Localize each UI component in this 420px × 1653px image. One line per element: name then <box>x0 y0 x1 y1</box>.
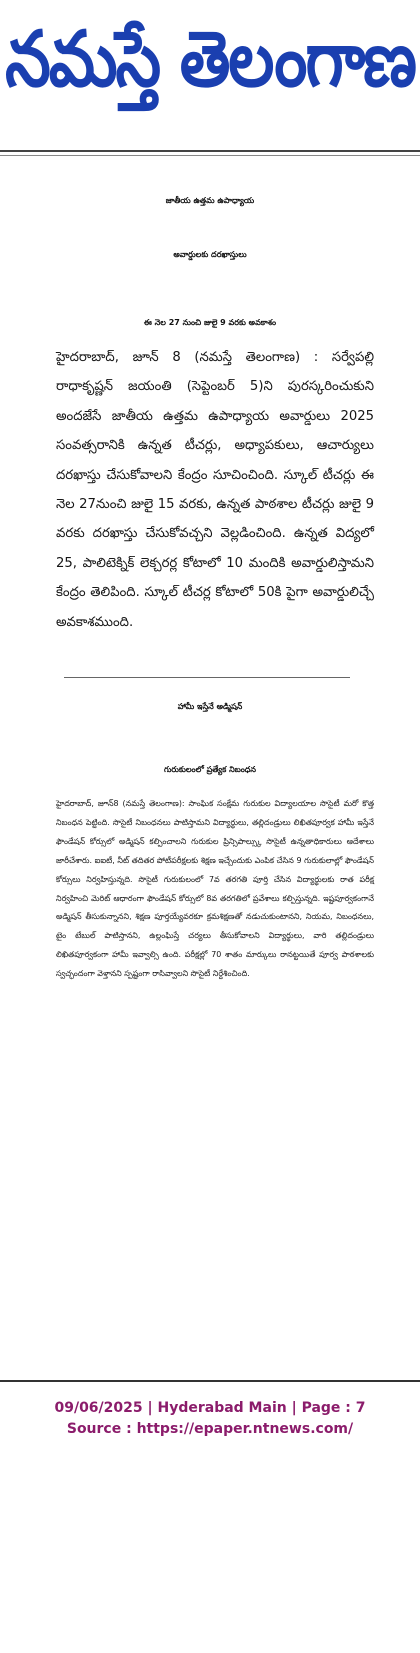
masthead-rule <box>0 150 420 152</box>
article2-subheadline: గురుకులంలో ప్రత్యేక నిబంధన <box>163 765 257 774</box>
article1-headline-line2: అవార్డులకు దరఖాస్తులు <box>173 250 247 259</box>
article1-subheadline: ఈ నెల 27 నుంచి జులై 9 వరకు అవకాశం <box>143 318 277 327</box>
article2-body: హైదరాబాద్, జూన్8 (నమస్తే తెలంగాణ): సాంఘిక సంక్షేమ గురుకుల విద్యాలయాల సొసైటీ మరో కొత్త నిబంధన పెట్టింది. సొసైటీ నిబంధనలు పాటిస్తామని విద్యార్థులు, తల్లిదండ్రులు లిఖితపూర్వక హామీ ఇస్తేనే ఫౌండేషన్ కోర్సులో అడ్మిషన్ కల్పించాలని గురుకుల ప్రిన్సిపాల్స్కు సొసైటీ ఉన్నతాధికారులు ఆదేశాలు జారీచేశారు. ఐఐటీ, నీట్ తదితర పోటీపరీక్షలకు శిక్షణ ఇచ్చేందుకు ఎంపిక చేసిన 9 గురుకులాల్లో ఫౌండేషన్ కోర్సులు నిర్వహిస్తున్నది. సొసైటీ గురుకులంలో 7వ తరగతి పూర్తి చేసిన విద్యార్థులకు రాత పరీక్ష నిర్వహించి మెరిట్ ఆధారంగా ఫౌండేషన్ కోర్సులో 8వ తరగతిలో ప్రవేశాలు కల్పిస్తున్నది. ఇష్టపూర్వకంగానే అడ్మిషన్ తీసుకున్నానని, శిక్షణ పూర్తయ్యేవరకూ క్రమశిక్షణతో నడుచుకుంటానని, నియమ, నిబంధనలు, టైం టేబుల్ పాటిస్తానని, ఉల్లంఘిస్తే చర్యలు తీసుకోవాలని విద్యార్థులు, వారి తల్లిదండ్రులు లిఖితపూర్వకంగా హామీ ఇవ్వాల్సి ఉంది. పరీక్షల్లో 70 శాతం మార్కులు రానట్టయితే పూర్వ పాఠశాలకు స్వచ్ఛందంగా వెళ్తానని స్పష్టంగా రాసివ్వాలని సొసైటీ నిర్దేశించింది. <box>56 799 374 979</box>
article2-headline: హామీ ఇస్తేనే అడ్మిషన్ <box>177 702 243 711</box>
newspaper-title: నమస్తే తెలంగాణ <box>5 15 415 104</box>
article-divider <box>64 677 350 678</box>
article1-headline-line1: జాతీయ ఉత్తమ ఉపాధ్యాయ <box>165 196 255 205</box>
source-footer <box>0 1398 420 1440</box>
footer-date-edition: 09/06/2025 | Hyderabad Main | Page : 7 <box>54 1400 366 1416</box>
masthead-subrule <box>0 155 420 156</box>
masthead <box>0 0 420 138</box>
footer-rule <box>0 1380 420 1382</box>
article1-body: హైదరాబాద్, జూన్ 8 (నమస్తే తెలంగాణ) : సర్వేపల్లి రాధాకృష్ణన్ జయంతి (సెప్టెంబర్ 5)ని పురస్కరించుకుని అందజేసే జాతీయ ఉత్తమ ఉపాధ్యాయ అవార్డులు 2025 సంవత్సరానికి ఉన్నత టీచర్లు, అధ్యాపకులు, ఆచార్యులు దరఖాస్తు చేసుకోవాలని కేంద్రం సూచించింది. స్కూల్ టీచర్లు ఈ నెల 27నుంచి జులై 15 వరకు, ఉన్నత పాఠశాల టీచర్లు జులై 9 వరకు దరఖాస్తు చేసుకోవచ్చని వెల్లడించింది. ఉన్నత విద్యలో 25, పాలిటెక్నిక్ లెక్చరర్ల కోటాలో 10 మందికి అవార్డులిస్తామని కేంద్రం తెలిపింది. స్కూల్ టీచర్ల కోటాలో 50కి పైగా అవార్డులిచ్చే అవకాశముంది. <box>56 350 374 630</box>
footer-source-link[interactable]: Source : https://epaper.ntnews.com/ <box>66 1421 354 1437</box>
